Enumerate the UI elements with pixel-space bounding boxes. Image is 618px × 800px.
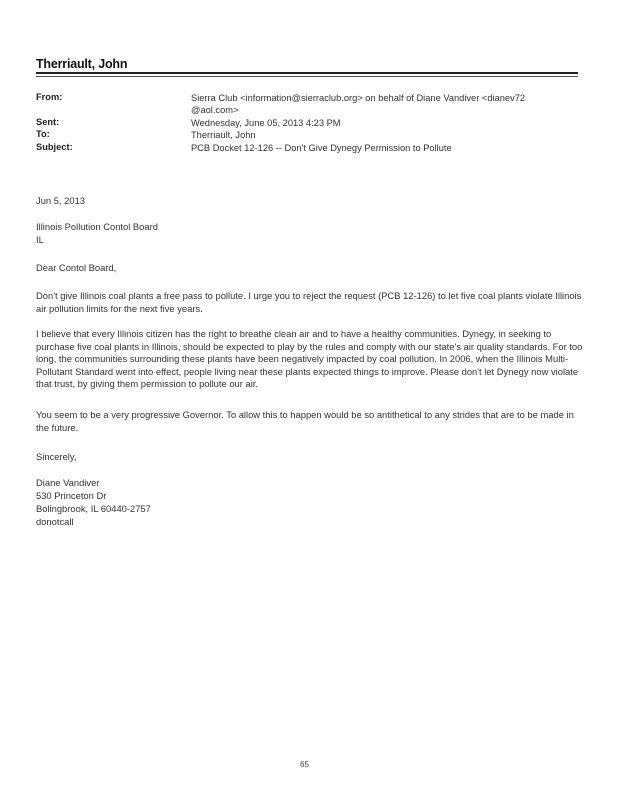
header-divider — [36, 72, 578, 74]
from-value-line1: Sierra Club <information@sierraclub.org> on behalf of Diane Vandiver <dianev72 — [191, 93, 526, 103]
recipient-line1: Illinois Pollution Contol Board — [36, 221, 158, 232]
letter-date: Jun 5, 2013 — [36, 195, 85, 206]
address-line2: Bolingbrook, IL 60440-2757 — [36, 503, 151, 514]
to-value: Therriault, John — [191, 130, 256, 140]
closing: Sincerely, — [36, 451, 77, 462]
header-divider-thin — [36, 76, 578, 77]
subject-label: Subject: — [36, 142, 73, 152]
sent-value: Wednesday, June 05, 2013 4:23 PM — [191, 118, 341, 128]
sent-label: Sent: — [36, 117, 60, 127]
to-label: To: — [36, 129, 50, 139]
salutation: Dear Contol Board, — [36, 262, 117, 273]
from-value-line2: @aol.com> — [191, 105, 239, 115]
paragraph-3: You seem to be a very progressive Governor. To allow this to happen would be so antithetical to any strides that are to be made in the future. — [36, 409, 574, 433]
sender-name: Therriault, John — [36, 57, 128, 71]
paragraph-1: Don't give Illinois coal plants a free pass to pollute. I urge you to reject the request (PCB 12-126) to let five coal plants violate Illinois air pollution limits for the next five years. — [36, 290, 582, 314]
page-number: 65 — [300, 760, 309, 769]
from-label: From: — [36, 92, 63, 102]
address-line1: 530 Princeton Dr — [36, 490, 107, 501]
subject-value: PCB Docket 12-126 -- Don't Give Dynegy Permission to Pollute — [191, 143, 452, 153]
paragraph-2: I believe that every Illinois citizen has the right to breathe clean air and to have a healthy communities. Dynegy, in seeking to purchase five coal plants in Illinois, should be expected to play by the rules and comply with our state's air quality standards. For too long, the communities surrounding these plants have been negatively impacted by coal pollution. In 2006, when the Illinois Multi-Pollutant Standard went into effect, people living near these plants expected things to improve. Please don't let Dynegy now violate that trust, by giving them permission to pollute our air. — [36, 328, 583, 390]
recipient-line2: IL — [36, 234, 44, 245]
signature-name: Diane Vandiver — [36, 477, 100, 488]
address-line3: donotcall — [36, 516, 74, 527]
